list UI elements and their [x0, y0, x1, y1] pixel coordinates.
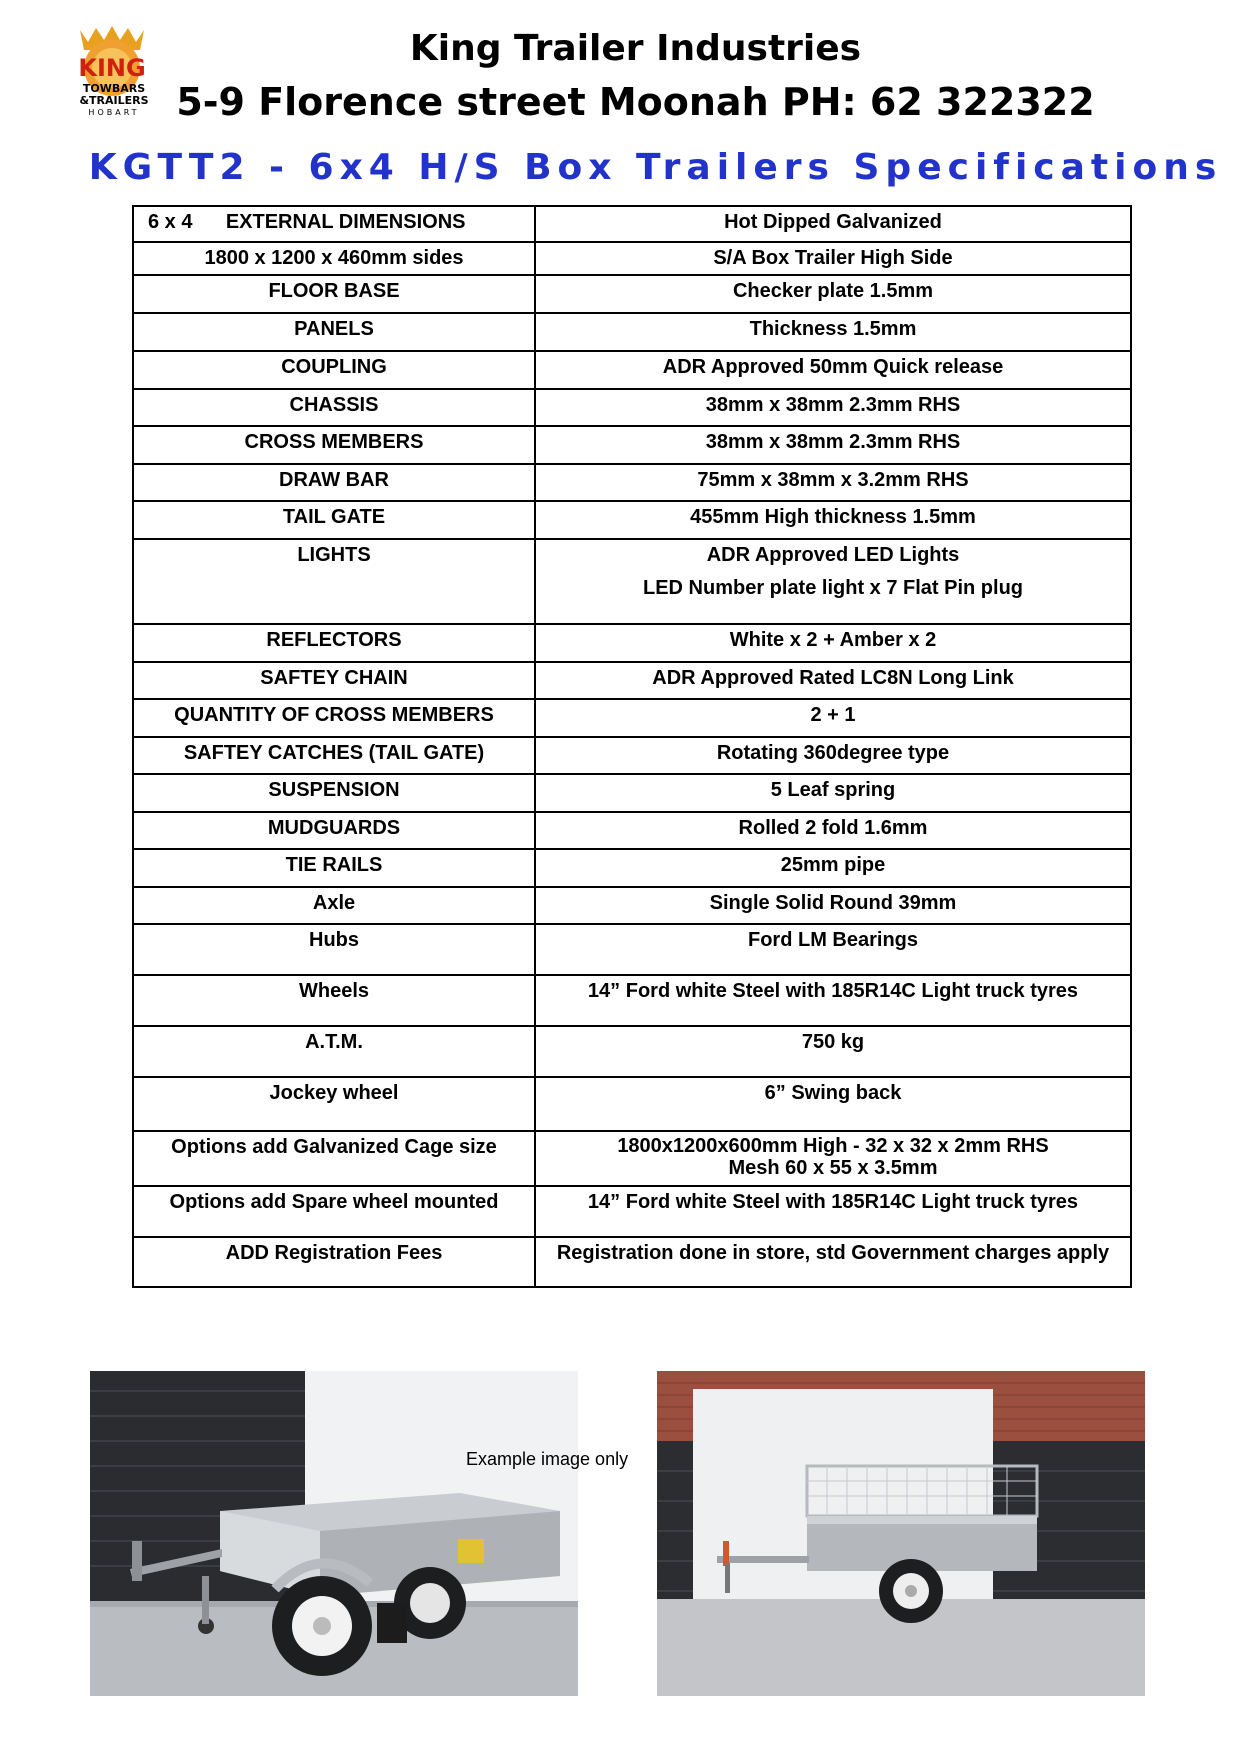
- table-row: [133, 975, 1131, 1026]
- spec-label: Options add Spare wheel mounted: [133, 1186, 535, 1237]
- spec-value: 38mm x 38mm 2.3mm RHS: [535, 389, 1131, 426]
- spec-label: PANELS: [133, 313, 535, 351]
- spec-label: 1800 x 1200 x 460mm sides: [133, 242, 535, 275]
- spec-label: 6 x 4 EXTERNAL DIMENSIONS: [133, 206, 535, 242]
- table-row: [133, 737, 1131, 774]
- spec-label: Hubs: [133, 924, 535, 975]
- spec-label: CROSS MEMBERS: [133, 426, 535, 464]
- spec-value: S/A Box Trailer High Side: [535, 242, 1131, 275]
- table-row: [133, 501, 1131, 539]
- spec-value: 38mm x 38mm 2.3mm RHS: [535, 426, 1131, 464]
- table-row: [133, 774, 1131, 812]
- spec-value: Checker plate 1.5mm: [535, 275, 1131, 313]
- page-title: KGTT2 - 6x4 H/S Box Trailers Specifications: [88, 147, 1223, 188]
- table-row: [133, 1026, 1131, 1077]
- spec-table: [132, 205, 1132, 1288]
- spec-value-cage: [535, 1131, 1131, 1186]
- spec-value: Rotating 360degree type: [535, 737, 1131, 774]
- spec-label: Axle: [133, 887, 535, 924]
- spec-label: REFLECTORS: [133, 624, 535, 662]
- spec-value: 14” Ford white Steel with 185R14C Light truck tyres: [535, 1186, 1131, 1237]
- company-name: King Trailer Industries: [409, 28, 862, 69]
- table-row: [133, 812, 1131, 849]
- table-row: [133, 426, 1131, 464]
- table-row: [133, 699, 1131, 737]
- logo-brand: KING: [78, 54, 146, 82]
- spec-value: Single Solid Round 39mm: [535, 887, 1131, 924]
- spec-value: 1800x1200x600mm High - 32 x 32 x 2mm RHS: [617, 1135, 1049, 1157]
- spec-label: Jockey wheel: [133, 1077, 535, 1131]
- spec-value: 25mm pipe: [535, 849, 1131, 887]
- table-row: [133, 849, 1131, 887]
- logo-line3: HOBART: [88, 108, 140, 117]
- spec-value: White x 2 + Amber x 2: [535, 624, 1131, 662]
- spec-value: ADR Approved Rated LC8N Long Link: [535, 662, 1131, 699]
- table-row: [133, 1237, 1131, 1287]
- spec-value-lights: [535, 539, 1131, 624]
- spec-value: 75mm x 38mm x 3.2mm RHS: [535, 464, 1131, 501]
- spec-value: 5 Leaf spring: [535, 774, 1131, 812]
- spec-label: SUSPENSION: [133, 774, 535, 812]
- table-row: [133, 313, 1131, 351]
- table-row: [133, 887, 1131, 924]
- spec-value-secondary: Mesh 60 x 55 x 3.5mm: [728, 1157, 938, 1179]
- spec-value: ADR Approved 50mm Quick release: [535, 351, 1131, 389]
- spec-value: 6” Swing back: [535, 1077, 1131, 1131]
- logo-line2: &TRAILERS: [79, 94, 149, 107]
- table-row: [133, 1077, 1131, 1131]
- table-row: [133, 1186, 1131, 1237]
- spec-value: 2 + 1: [535, 699, 1131, 737]
- spec-label: TIE RAILS: [133, 849, 535, 887]
- spec-value: 750 kg: [535, 1026, 1131, 1077]
- table-row: [133, 206, 1131, 242]
- spec-label: Wheels: [133, 975, 535, 1026]
- spec-label: A.T.M.: [133, 1026, 535, 1077]
- spec-label: TAIL GATE: [133, 501, 535, 539]
- spec-label: FLOOR BASE: [133, 275, 535, 313]
- trailer-photo-box: [90, 1371, 578, 1696]
- spec-value: 455mm High thickness 1.5mm: [535, 501, 1131, 539]
- table-row: [133, 351, 1131, 389]
- spec-value: 14” Ford white Steel with 185R14C Light truck tyres: [535, 975, 1131, 1026]
- table-row: [133, 242, 1131, 275]
- spec-label: ADD Registration Fees: [133, 1237, 535, 1287]
- spec-label: LIGHTS: [133, 539, 535, 624]
- spec-label: SAFTEY CHAIN: [133, 662, 535, 699]
- spec-label: Options add Galvanized Cage size: [133, 1131, 535, 1186]
- spec-value: ADR Approved LED Lights: [706, 544, 960, 566]
- table-row: [133, 275, 1131, 313]
- table-row: [133, 924, 1131, 975]
- table-row: [133, 624, 1131, 662]
- spec-value: Ford LM Bearings: [535, 924, 1131, 975]
- trailer-photo-cage: [657, 1371, 1145, 1696]
- image-caption: Example image only: [466, 1449, 629, 1469]
- table-row: [133, 662, 1131, 699]
- spec-label: DRAW BAR: [133, 464, 535, 501]
- spec-value: Hot Dipped Galvanized: [535, 206, 1131, 242]
- company-address: 5-9 Florence street Moonah PH: 62 322322: [176, 80, 1095, 124]
- table-row: [133, 464, 1131, 501]
- spec-value: Registration done in store, std Government charges apply: [535, 1237, 1131, 1287]
- spec-value-secondary: LED Number plate light x 7 Flat Pin plug: [642, 577, 1024, 599]
- spec-label: COUPLING: [133, 351, 535, 389]
- spec-value: Thickness 1.5mm: [535, 313, 1131, 351]
- spec-label: QUANTITY OF CROSS MEMBERS: [133, 699, 535, 737]
- table-row: [133, 389, 1131, 426]
- spec-label: CHASSIS: [133, 389, 535, 426]
- spec-label: MUDGUARDS: [133, 812, 535, 849]
- table-row: [133, 1131, 1131, 1186]
- logo-line1: TOWBARS: [82, 82, 146, 95]
- table-row: [133, 539, 1131, 624]
- spec-label: SAFTEY CATCHES (TAIL GATE): [133, 737, 535, 774]
- spec-value: Rolled 2 fold 1.6mm: [535, 812, 1131, 849]
